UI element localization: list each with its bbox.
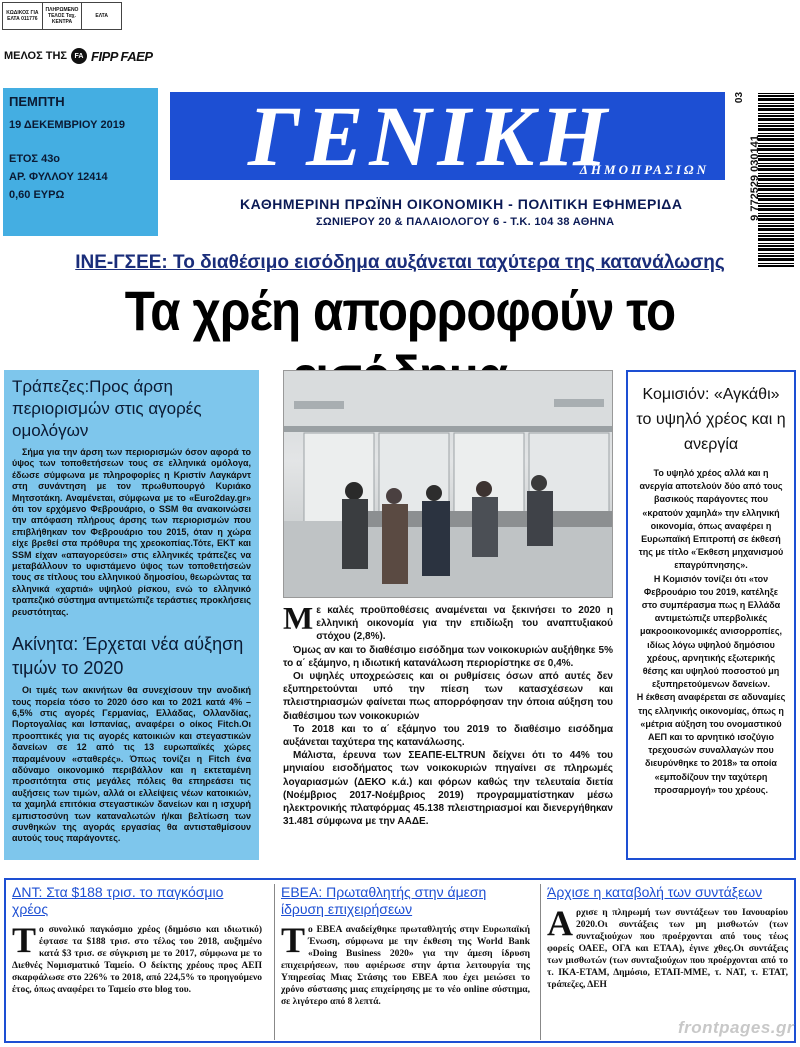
main-headline: Τα χρέη απορροφούν το: [124, 279, 676, 342]
left-column: [4, 370, 259, 860]
main-story-p4: Το 2018 και το α΄ εξάμηνο του 2019 το διαθέσιμο εισόδημα αυξάνεται ταχύτερα της κατανάλωσης.: [283, 723, 613, 749]
bottom-body-pensions: [547, 903, 788, 991]
right-column: [626, 370, 796, 860]
issue-date: 19 ΔΕΚΕΜΒΡΙΟΥ 2019: [9, 119, 126, 131]
stamp-elta: ΕΛΤΑ: [95, 13, 108, 19]
barcode-issue: 03: [734, 91, 746, 104]
newspaper-tagline: ΚΑΘΗΜΕΡΙΝΗ ΠΡΩΪΝΗ ΟΙΚΟΝΟΜΙΚΗ - ΠΟΛΙΤΙΚΗ ΕΦΗΜΕΡΙΔΑ: [240, 196, 683, 212]
ebea-text: ο ΕΒΕΑ αναδείχθηκε πρωταθλητής στην Ευρωπαϊκή Ένωση, σύμφωνα με την έκθεση της World Bank «Doing Business 2020» για την άμεση ίδρυση επιχειρήσεων, που αφιέρωσε στην άρτια λειτουργία της Υπηρεσίας Μιας Στάσης του ΕΒΕΑ που έχει μειώσει το χρόνο σύστασης μιας επιχείρησης με το νέο online σύστημα, σε λιγότερο από 8 λεπτά.: [281, 925, 530, 1007]
main-story-p3: Οι υψηλές υποχρεώσεις και οι ρυθμίσεις όσων από αυτές δεν εξυπηρετούνται υπό την πίεση των κατασχέσεων και πλειστηριασμών φαίνεται πως απορρόφησαν την όποια αύξηση του διαθέσιμου των νοικοκυριών: [283, 671, 613, 722]
pensions-dropcap: Α: [547, 903, 573, 943]
main-dropcap: Μ: [283, 600, 314, 636]
right-article-p1: Το υψηλό χρέος αλλά και η ανεργία αποτελούν δύο από τους βασικούς παράγοντες που «κρατούν χαμηλά» την ελληνική οικονομία, όπως αναφέρει η Ευρωπαϊκή Επιτροπή σε έκθεσή της με τίτλο «Έκθεση μηχανισμού επαγρύπνησης».: [638, 468, 784, 571]
bank-hall-photo: [283, 370, 613, 598]
issue-day: ΠΕΜΠΤΗ: [9, 94, 65, 109]
watermark: frontpages.gr: [677, 1018, 794, 1037]
imf-dropcap: Τ: [12, 920, 37, 960]
main-story: [283, 600, 613, 828]
bottom-title-pensions: Άρχισε η καταβολή των συντάξεων: [547, 884, 763, 900]
right-article-p3: Η έκθεση αναφέρεται σε αδυναμίες της ελληνικής οικονομίας, όπως η «μέτρια αύξηση του ονομαστικού ΑΕΠ και το αρνητικό ισοζύγιο τρεχουσών συναλλαγών που διευρύνθηκε το 2018» τα οποία «εμποδίζουν την ταχύτερη προσαρμογή» του χρέους.: [636, 692, 786, 795]
membership-logo: FIPP FAEP: [91, 48, 153, 64]
bank-hall-illustration: [284, 371, 613, 598]
newspaper-title: ΓΕΝΙΚΗ: [248, 88, 614, 184]
bottom-title-ebea: ΕΒΕΑ: Πρωταθλητής στην άμεση ίδρυση επιχειρήσεων: [281, 884, 487, 917]
masthead: [170, 88, 725, 184]
right-article-p2: Η Κομισιόν τονίζει ότι «τον Φεβρουάριο του 2019, κατέληξε στο συμπέρασμα πως η Ελλάδα αντιμετώπιζε υπερβολικές μακροοικονομικές ανισορροπίες, ιδίως λόγω υψηλού δημόσιου χρέους, αρνητικής εξωτερικής θέσης και υψηλού ποσοστού μη εξυπηρετούμενων δανείων.: [639, 573, 783, 690]
bottom-body-imf: [12, 920, 262, 996]
main-story-p1: [283, 600, 613, 644]
newspaper-subtitle: ΔΗΜΟΠΡΑΣΙΩΝ: [579, 162, 709, 177]
kicker-headline: ΙΝΕ-ΓΣΕΕ: Το διαθέσιμο εισόδημα αυξάνεται ταχύτερα της κατανάλωσης: [75, 252, 725, 273]
bottom-article-imf: [6, 884, 268, 1040]
barcode-number: 9 772529 030141: [749, 135, 761, 221]
left-article-title-realestate: Ακίνητα: Έρχεται νέα αύξηση τιμών το 2020: [12, 634, 244, 679]
main-p1-text: ε καλές προϋποθέσεις αναμένεται να ξεκινήσει το 2020 η ελληνική οικονομία για την επιδίωξη του αναπτυξιακού στόχου (2,8%).: [316, 605, 613, 643]
right-article-title: Κομισιόν: «Αγκάθι» το υψηλό χρέος και η ανεργία: [636, 386, 786, 453]
bottom-title-imf: ΔΝΤ: Στα $188 τρισ. το παγκόσμιο χρέος: [12, 884, 224, 917]
membership: [4, 48, 153, 64]
issue-price: 0,60 ΕΥΡΩ: [9, 189, 65, 201]
issue-year: ΕΤΟΣ 43ο: [9, 153, 61, 165]
bottom-article-pensions: [540, 884, 794, 1040]
pensions-text: ρχισε η πληρωμή των συντάξεων του Ιανουαρίου 2020.Οι συντάξεις των μη μισθωτών (των συνταξιούχων που προέρχονται από τους τέως φορείς ΟΑΕΕ, ΟΓΑ και ΕΤΑΑ), έγινε χθες.Οι συντάξεις των μισθωτών (των συνταξιούχων που προέρχονται από το τ. ΙΚΑ-ΕΤΑΜ, Δημόσιο, ΕΤΑΠ-ΜΜΕ, τ. ΝΑΤ, τ. ΕΤΑΤ, τράπεζες, ΔΕΗ: [547, 908, 788, 990]
left-article-title-banks: Τράπεζες:Προς άρση περιορισμών στις αγορές ομολόγων: [12, 377, 202, 440]
stamp-code: ΚΩΔΙΚΟΣ ΓΙΑ ΕΛΤΑ 011776: [3, 3, 43, 29]
left-article-body-banks: Σήμα για την άρση των περιορισμών όσον αφορά το ύψος των τοποθετήσεων τους σε ελληνικά ομόλογα, έδωσε σύμφωνα με πληροφορίες η Κριστίν Λαγκάρντ στη συνάντηση με τον πρωθυπουργό Κυριάκο Μητσοτάκη. Αναμένεται, σύμφωνα με το «Euro2day.gr» ότι τον ερχόμενο Φεβρουάριο, ο SSM θα ανακοινώσει την απόφαση πλήρους άρσης των περιορισμών που επιβλήθηκαν τον Φεβρουάριο του 2015, όταν η χώρα είχε βρεθεί στα πρόθυρα της χρεοκοπίας.Τότε, ΕΚΤ και SSM είχαν «απαγορεύσει» στις ελληνικές τράπεζες να μεταβάλλουν το υφιστάμενο ύψος των τοποθετήσεών τους σε τίτλους του ελληνικού δημοσίου, θεωρώντας τα ελληνικά «χαρτιά» υψηλού ρίσκου, ενώ το ελληνικό τραπεζικό σύστημα αντιμετώπιζε τεράστιες προκλήσεις ρευστότητας.: [12, 447, 251, 617]
main-story-p5: Μάλιστα, έρευνα των ΣΕΑΠΕ-ELTRUN δείχνει ότι το 44% του μηνιαίου εισοδήματος των νοικοκυριών πηγαίνει σε πληρωμές λογαριασμών (ΔΕΚΟ κ.ά.) και φόρων καθώς την τελευταία διετία (Νοέμβριος 2017-Νοέμβριος 2019) προγραμματίστηκαν μέσω ηλεκτρονικής πλατφόρμας 45.138 πλειστηριασμοί και διενεργήθηκαν 31.481 σύμφωνα με την ΑΑΔΕ.: [283, 750, 613, 828]
imf-text: ο συνολικό παγκόσμιο χρέος (δημόσιο και ιδιωτικό) έφτασε τα $188 τρισ. στο τέλος του 2018, αυξημένο κατά $3 τρισ. σε σύγκριση με το 2017, σύμφωνα με το Διεθνές Νομισματικό Ταμείο. Ο δείκτης χρέους προς ΑΕΠ σκαρφάλωσε στο 226% το 2018, από 224,5% το προηγούμενο έτος, όπως αναφέρει το Ταμείο στο blog του.: [12, 925, 262, 995]
barcode: [734, 91, 794, 267]
bottom-body-ebea: [281, 920, 530, 1008]
left-article-body-realestate: Οι τιμές των ακινήτων θα συνεχίσουν την ανοδική τους πορεία τόσο το 2020 όσο και το 2021 κατά 4% – 6,5% στις αγορές Γερμανίας, Ελλάδας, Ολλανδίας, Πορτογαλίας και Ισπανίας, αναφέρει ο οίκος Fitch.Οι προοπτικές για τις αγορές κατοικιών και στεγαστικών δανείων σε 12 από τις 13 ευρωπαϊκές χώρες παραμένουν «σταθερές». Όπως τονίζει η Fitch ένα αδύναμο οικονομικό περιβάλλον και η εκτεταμένη προσιτότητα στις μεγάλες πόλεις θα επηρεάσει τις αυξήσεις των τιμών, αλλά οι ελλείψεις νέων κατοικιών, τα χαμηλά επιτόκια στεγαστικών δανείων και η ισχυρή εμπιστοσύνη των καταναλωτών ή/και βελτίωση των συνθηκών της αγοράς εργασίας θα αντισταθμίσουν αυτούς τους παράγοντες.: [12, 685, 251, 844]
issue-info-box: [3, 88, 158, 236]
postal-stamp: [2, 2, 122, 30]
fipp-logo-icon: FA: [71, 48, 87, 64]
main-story-p2: Όμως αν και το διαθέσιμο εισόδημα των νοικοκυριών αυξήθηκε 5% το α΄ εξάμηνο, η ιδιωτική κατανάλωση περιορίστηκε σε 0,4%.: [283, 644, 613, 669]
membership-label: ΜΕΛΟΣ ΤΗΣ: [4, 50, 68, 62]
bottom-article-ebea: [274, 884, 536, 1040]
stamp-paid: ΠΛΗΡΩΜΕΝΟ ΤΕΛΟΣ Ταχ. ΚΕΝΤΡΑ: [43, 3, 83, 29]
issue-sheet-number: ΑΡ. ΦΥΛΛΟΥ 12414: [9, 171, 108, 183]
newspaper-address: ΣΩΝΙΕΡΟΥ 20 & ΠΑΛΑΙΟΛΟΓΟΥ 6 - Τ.Κ. 104 38 ΑΘΗΝΑ: [316, 216, 615, 228]
ebea-dropcap: Τ: [281, 920, 306, 960]
barcode-bars: [758, 92, 794, 267]
